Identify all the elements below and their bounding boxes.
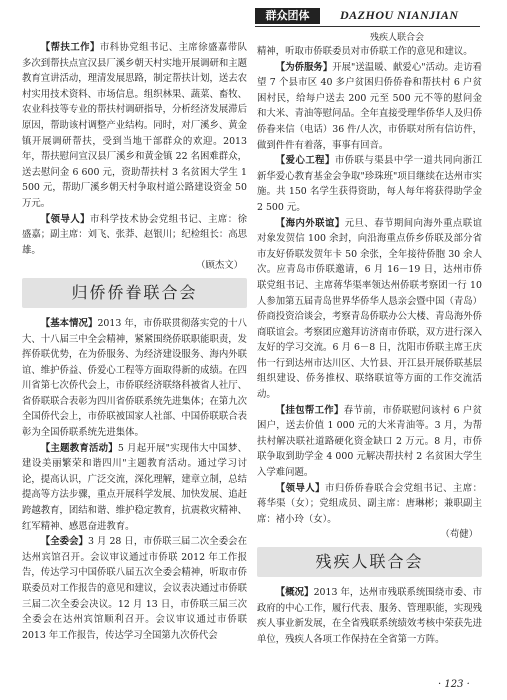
entry-text: 3 月 28 日，市侨联三届二次全委会在达州宾馆召开。会议审议通过市侨联 2012 年工作报告，传达学习中国侨联八届五次全委会精神，听取市侨联委员对工作报告的意见和建议，会议表决通过市侨联三届二次全委会决议。12 月 13 日，市侨联三届三次全委会在达州宾馆顺利召开。会议审议通过市侨联 2013 年工作报告，传达学习全国第九次侨代会 <box>22 536 248 641</box>
entry-text: 2013 年，市侨联贯彻落实党的十八大、十八届三中全会精神，紧紧围绕侨联职能职责，发挥侨联优势，在为侨服务、为经济建设服务、海内外联谊、维护侨益、侨爱心工程等方面取得新的成绩。在四川省第七次侨代会上，市侨联经济联络科被省人社厅、省侨联联合表彰为四川省侨联系统先进集体；在第九次全国侨代会上，市侨联被国家人社部、中国侨联联合表彰为全国侨联系统先进集体。 <box>22 317 248 439</box>
section-header-overseas-chinese <box>22 278 247 308</box>
paragraph-education <box>22 441 247 535</box>
entry-text: 2013 年，达州市残联系统围绕市委、市政府的中心工作，履行代表、服务、管理职能，实现残疾人事业新发展，在全省残联系统绩效考核中荣获先进单位，残疾人各项工作保持在全省第一方阵。 <box>257 587 483 645</box>
entry-label: 【海内外联谊】 <box>275 217 345 229</box>
paragraph-service <box>257 60 482 154</box>
yearbook-title: DAZHOU NIANJIAN <box>340 8 459 22</box>
entry-label: 【爱心工程】 <box>275 155 335 167</box>
right-column <box>257 44 482 647</box>
paragraph-liaison <box>257 216 482 403</box>
left-column <box>22 40 247 643</box>
section-header-disabled-persons <box>257 547 482 577</box>
paragraph-overview <box>257 585 482 647</box>
paragraph-aid-work <box>22 40 247 212</box>
entry-text: 市科协党组书记、主席徐盛嘉带队多次到帮扶点宣汉县厂溪乡朝天村实地开展调研和主题教育宣讲活动，理清发展思路，制定帮扶计划，送去农村实用技术资料、市场信息。组织林果、蔬菜、畜牧、农业科技等专业的帮扶村调研指导，分析经济发展滞后原因，帮助该村调整产业结构。同时，对厂溪乡、黄金镇开展调研帮扶，受到当地干部群众的欢迎。2013 年，帮扶慰问宣汉县厂溪乡和黄金镇 22 名困难群众，送去慰问金 6 600 元，资助帮扶村 3 名贫困大学生 1 500 元，帮助厂溪乡朝天村争取村道公路建设资金 50 万元。 <box>22 42 248 209</box>
page-number: · 123 · <box>438 679 470 690</box>
section-badge: 群众团体 <box>255 8 320 24</box>
entry-label: 【帮扶工作】 <box>40 42 100 53</box>
entry-label: 【领导人】 <box>275 482 325 494</box>
paragraph-continuation: 精神，听取市侨联委员对市侨联工作的意见和建议。 <box>257 46 473 57</box>
entry-label: 【全委会】 <box>40 536 88 548</box>
paragraph-village-aid <box>257 403 482 481</box>
entry-text: 元旦、春节期间向海外重点联谊对象发贺信 100 余封，向沿海重点侨乡侨联及部分省市友好侨联发贺年卡 50 余张，全年接待侨胞 30 余人次。应青岛市侨联邀请，6 月 16－19 日，达州市侨联党组书记、主席蒋华渠率领达州侨联考察团一行 10 人参加第五届青岛世界华侨华人恳亲会暨中国（青岛）侨商投资洽谈会，考察青岛侨联办公大楼、青岛海外侨商联谊会。考察团应邀拜访济南市侨联，双方进行深入友好的学习交流。6 月 6－8 日，沈阳市侨联主席王庆伟一行到达州市达川区、大竹县、开江县开展侨联基层组织建设、侨务推权、联络联谊等方面的工作交流活动。 <box>257 217 483 401</box>
author-signature: （顾杰文） <box>196 260 243 272</box>
entry-label: 【概况】 <box>275 587 314 598</box>
entry-label: 【领导人】 <box>40 213 90 225</box>
paragraph-basic-info <box>22 316 247 441</box>
entry-label: 【基本情况】 <box>40 317 98 329</box>
entry-label: 【挂包帮工作】 <box>275 404 344 416</box>
entry-text: 市归侨侨眷联合会党组书记、主席：蒋华渠（女）；党组成员、副主席：唐琳彬；兼职副主席：褚小玲（女）。 <box>257 482 482 525</box>
paragraph-leaders <box>257 481 482 528</box>
entry-text: 5 月起开展"实现伟大中国梦、建设美丽繁荣和谐四川"主题教育活动。通过学习讨论，提高认识，广泛交流，深化理解，建章立制，总结提高等方法步骤，重点开展科学发展、加快发展、追赶跨越教育，团结和谐、维护稳定教育，抗震救灾精神、红军精神、感恩奋进教育。 <box>22 442 248 532</box>
section-title: 残疾人联合会 <box>315 552 424 571</box>
entry-label: 【为侨服务】 <box>275 61 333 73</box>
entry-text: 市科学技术协会党组书记、主席：徐盛嘉；副主席：刘飞、张莽、赵银川；纪检组长：高思雄。 <box>22 213 248 256</box>
running-header <box>0 0 507 44</box>
entry-text: 开展"送温暖、献爱心"活动。走访看望 7 个县市区 40 多户贫困归侨侨眷和帮扶村 6 户贫困村民，给每户送去 200 元至 500 元不等的慰问金和大米、青油等慰问品。全年直接受理华侨华人及归侨侨眷来信（电话）36 件/人次，市侨联对所有信访件，做到件件有着落，事事有回音。 <box>257 61 483 151</box>
entry-text: 春节前，市侨联慰问该村 6 户贫困户，送去价值 1 000 元的大米青油等。3 月，为帮扶村解决联社道路硬化资金缺口 2 万元。8 月，市侨联争取到助学金 4 000 元解决帮扶村 2 名贫困大学生入学难问题。 <box>257 404 482 479</box>
entry-label: 【主题教育活动】 <box>40 442 118 454</box>
section-title: 归侨侨眷联合会 <box>71 282 198 302</box>
paragraph-plenary <box>22 534 247 643</box>
paragraph-charity <box>257 153 482 215</box>
header-subtitle: 残疾人联合会 <box>370 33 425 43</box>
paragraph-leaders <box>22 212 247 259</box>
entry-text: 市侨联与渠县中学一道共同向浙江新华爱心教育基金会争取"珍珠班"项目继续在达州市实施。共 150 名学生获得资助，每人每年将获得助学金 2 500 元。 <box>257 155 482 213</box>
header-rule <box>255 26 480 27</box>
author-signature: （苟健） <box>440 529 478 541</box>
